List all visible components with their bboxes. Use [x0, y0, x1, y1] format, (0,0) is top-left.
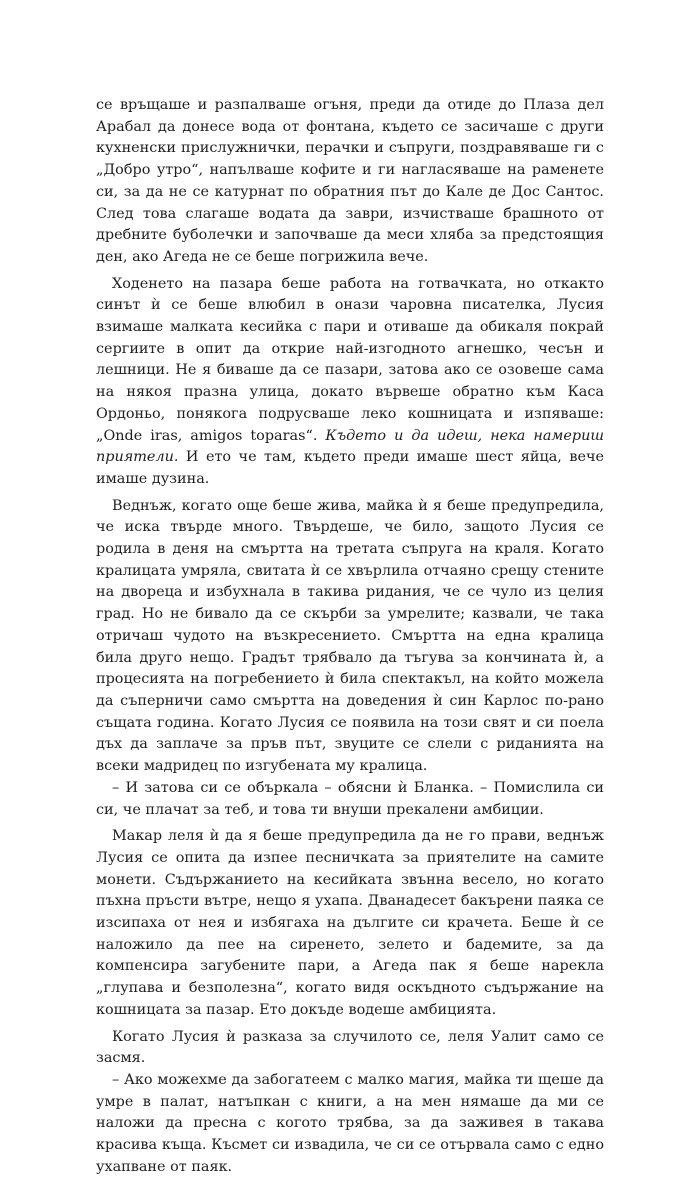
paragraph-1: се връщаше и разпалваше огъня, преди да отиде до Плаза дел Арабал да донесе вода от фонтана, където се засичаше с други кухненски прислужнички, перачки и съпруги, поздравяваше ги с „Добро утро“, напълваше кофите и ги нагласяваше на раменете си, за да не се катурнат по обратния път до Кале де Дос Сантос. След това слагаше водата да заври, изчистваше брашното от дребните буболечки и започваше да меси хляба за предстоящия ден, ако Агеда не се беше погрижила вече.	[96, 97, 604, 265]
paragraph-4: – И затова си се объркала – обясни ѝ Бланка. – Помислила си си, че плачат за теб, и това ти внуши прекалени амбиции.	[96, 779, 604, 818]
paragraph-5: Макар леля ѝ да я беше предупредила да не го прави, веднъж Лусия се опита да изпее песничката за приятелите на самите монети. Съдържанието на кесийката звънна весело, но когато пъхна пръсти вътре, нещо я ухапа. Дванадесет бакърени паяка се изсипаха от нея и избягаха на дългите си крачета. Беше ѝ се наложило да пее на сиренето, зелето и бадемите, за да компенсира загубените пари, а Агеда пак я беше нарекла „глупава и безполезна“, когато видя оскъдното съдържание на кошницата за пазар. Ето докъде водеше амбицията.	[96, 828, 604, 1018]
paragraph-6: Когато Лусия ѝ разказа за случилото се, леля Уалит само се засмя.	[96, 1028, 604, 1067]
paragraph-3: Веднъж, когато още беше жива, майка ѝ я беше предупредила, че иска твърде много. Твърдеше, че било, защото Лусия се родила в деня на смъртта на третата съпруга на краля. Когато кралицата умряла, свитата ѝ се хвърлила отчаяно срещу стените на двореца и избухнала в такива ридания, че се чуло из целия град. Но не бивало да се скърби за умрелите; казвали, че така отричаш чудото на възкресението. Смъртта на една кралица била друго нещо. Градът трябвало да тъгува за кончината ѝ, а процесията на погребението ѝ била спектакъл, на който можела да съперничи само смъртта на доведения ѝ син Карлос по-рано същата година. Когато Лусия се появила на този свят и си поела дъх да заплаче за пръв път, звуците се слели с риданията на всеки мадридец по изгубената му кралица.	[96, 497, 604, 775]
paragraph-2-text-a: Ходенето на пазара беше работа на готвачката, но откакто синът ѝ се беше влюбил в онази чаровна писателка, Лусия взимаше малката кесийка с пари и отиваше да обикаля покрай сергиите в опит да открие най-изгодното агнешко, чесън и лешници. Не я биваше да се пазари, затова ако се озовеше сама на някоя празна улица, докато вървеше обратно към Каса Ордоньо, понякога подрусваше леко кошницата и изпяваше: „Onde iras, amigos toparas“.	[96, 275, 604, 444]
paragraph-2-italic: Където и да идеш, нека намериш приятели.	[96, 427, 604, 466]
paragraph-7: – Ако можехме да забогатеем с малко магия, майка ти щеше да умре в палат, натъпкан с книги, а на мен нямаше да ми се наложи да пресна с когото трябва, за да заживея в такава красива къща. Късмет си извадила, че си се отървала само с едно ухапване от паяк.	[96, 1071, 604, 1175]
paragraph-2-text-b: И ето че там, където преди имаше шест яйца, вече имаше дузина.	[96, 449, 604, 487]
paragraph-2	[96, 274, 604, 491]
body-text	[96, 95, 604, 1178]
